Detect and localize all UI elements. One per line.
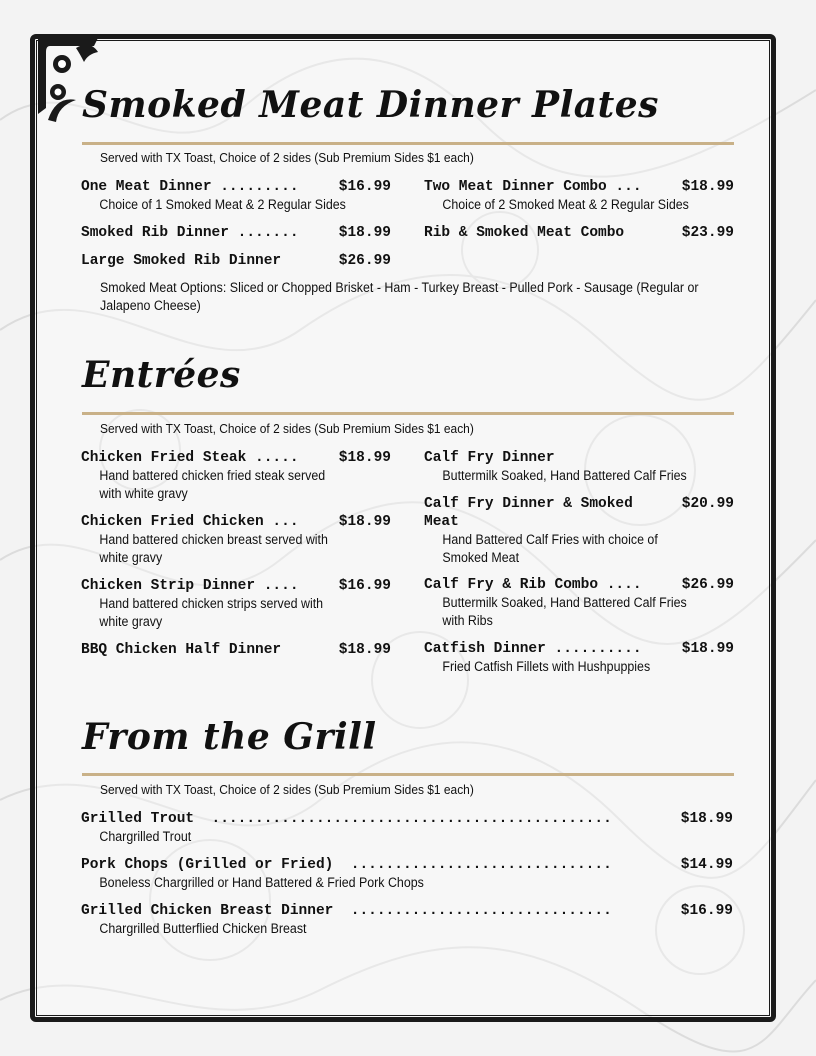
item-name: Two Meat Dinner Combo ... [424, 179, 642, 195]
item-price: $16.99 [338, 179, 391, 195]
section-title-entrees: Entrées [82, 354, 241, 396]
menu-item-one-meat-dinner [81, 178, 391, 214]
section-divider [82, 142, 734, 145]
item-name: Chicken Fried Chicken ... [81, 514, 299, 530]
item-price: $26.99 [681, 577, 734, 593]
item-description: Choice of 1 Smoked Meat & 2 Regular Sides [99, 197, 346, 212]
item-name: Catfish Dinner .......... [424, 641, 642, 657]
item-price: $14.99 [680, 857, 733, 873]
item-price: $26.99 [338, 253, 391, 269]
section-note: Served with TX Toast, Choice of 2 sides (Sub Premium Sides $1 each) [100, 782, 474, 797]
item-name: Calf Fry Dinner & Smoked [424, 496, 633, 512]
menu-item-smoked-rib-dinner [81, 224, 391, 242]
menu-item-chicken-strip-dinner [81, 577, 391, 631]
menu-item-large-smoked-rib-dinner [81, 252, 391, 270]
item-price: $18.99 [338, 642, 391, 658]
menu-item-chicken-fried-steak [81, 449, 391, 503]
menu-item-two-meat-dinner-combo [424, 178, 734, 214]
item-name: Chicken Fried Steak ..... [81, 450, 299, 466]
menu-item-bbq-chicken-half-dinner [81, 641, 391, 659]
item-name: Large Smoked Rib Dinner [81, 253, 282, 269]
item-description: Chargrilled Trout [99, 829, 192, 844]
section-note: Served with TX Toast, Choice of 2 sides (Sub Premium Sides $1 each) [100, 150, 474, 165]
item-name: Calf Fry Dinner [424, 450, 555, 466]
item-description: Choice of 2 Smoked Meat & 2 Regular Sides [442, 197, 689, 212]
item-description: Hand battered chicken breast served with white gravy [99, 532, 328, 565]
menu-item-calf-fry-dinner-smoked-meat [424, 495, 734, 567]
item-price: $18.99 [681, 179, 734, 195]
item-price: $23.99 [681, 225, 734, 241]
item-description: Chargrilled Butterflied Chicken Breast [99, 921, 307, 936]
item-name: Rib & Smoked Meat Combo [424, 225, 625, 241]
item-price: $18.99 [338, 514, 391, 530]
item-description: Boneless Chargrilled or Hand Battered & Fried Pork Chops [99, 875, 424, 890]
menu-item-chicken-fried-chicken [81, 513, 391, 567]
item-price: $18.99 [680, 811, 733, 827]
item-price: $16.99 [338, 578, 391, 594]
item-description: Hand Battered Calf Fries with choice of Smoked Meat [442, 532, 658, 565]
section-note: Served with TX Toast, Choice of 2 sides (Sub Premium Sides $1 each) [100, 421, 474, 436]
item-name: Smoked Rib Dinner ....... [81, 225, 299, 241]
item-price: $18.99 [338, 225, 391, 241]
menu-item-catfish-dinner [424, 640, 734, 676]
item-description: Buttermilk Soaked, Hand Battered Calf Fries with Ribs [442, 595, 687, 628]
section-divider [82, 773, 734, 776]
item-price: $18.99 [338, 450, 391, 466]
item-price: $20.99 [681, 496, 734, 512]
item-description: Hand battered chicken fried steak served with white gravy [99, 468, 326, 501]
section-title-smoked: Smoked Meat Dinner Plates [82, 84, 659, 126]
smoked-meat-options: Smoked Meat Options: Sliced or Chopped Brisket - Ham - Turkey Breast - Pulled Pork - Sausage (Regular or Jalapeno Cheese) [100, 280, 699, 313]
item-price: $16.99 [680, 903, 733, 919]
item-name: Chicken Strip Dinner .... [81, 578, 299, 594]
menu-item-rib-smoked-meat-combo [424, 224, 734, 242]
menu-item-calf-fry-dinner [424, 449, 734, 485]
section-title-grill: From the Grill [82, 716, 377, 758]
item-description: Buttermilk Soaked, Hand Battered Calf Fries [442, 468, 687, 483]
item-name: BBQ Chicken Half Dinner [81, 642, 282, 658]
menu-item-grilled-trout [81, 810, 733, 846]
menu-item-pork-chops [81, 856, 733, 892]
menu-item-calf-fry-rib-combo [424, 576, 734, 630]
item-name: One Meat Dinner ......... [81, 179, 299, 195]
menu-item-grilled-chicken-breast-dinner [81, 902, 733, 938]
item-description: Hand battered chicken strips served with white gravy [99, 596, 324, 629]
item-name: Grilled Chicken Breast Dinner .............................. [81, 903, 612, 919]
item-description: Fried Catfish Fillets with Hushpuppies [442, 659, 651, 674]
item-name: Pork Chops (Grilled or Fried) .............................. [81, 857, 612, 873]
section-divider [82, 412, 734, 415]
item-name: Calf Fry & Rib Combo .... [424, 577, 642, 593]
item-name-continued: Meat [424, 514, 459, 530]
item-price: $18.99 [681, 641, 734, 657]
item-name: Grilled Trout .............................................. [81, 811, 612, 827]
